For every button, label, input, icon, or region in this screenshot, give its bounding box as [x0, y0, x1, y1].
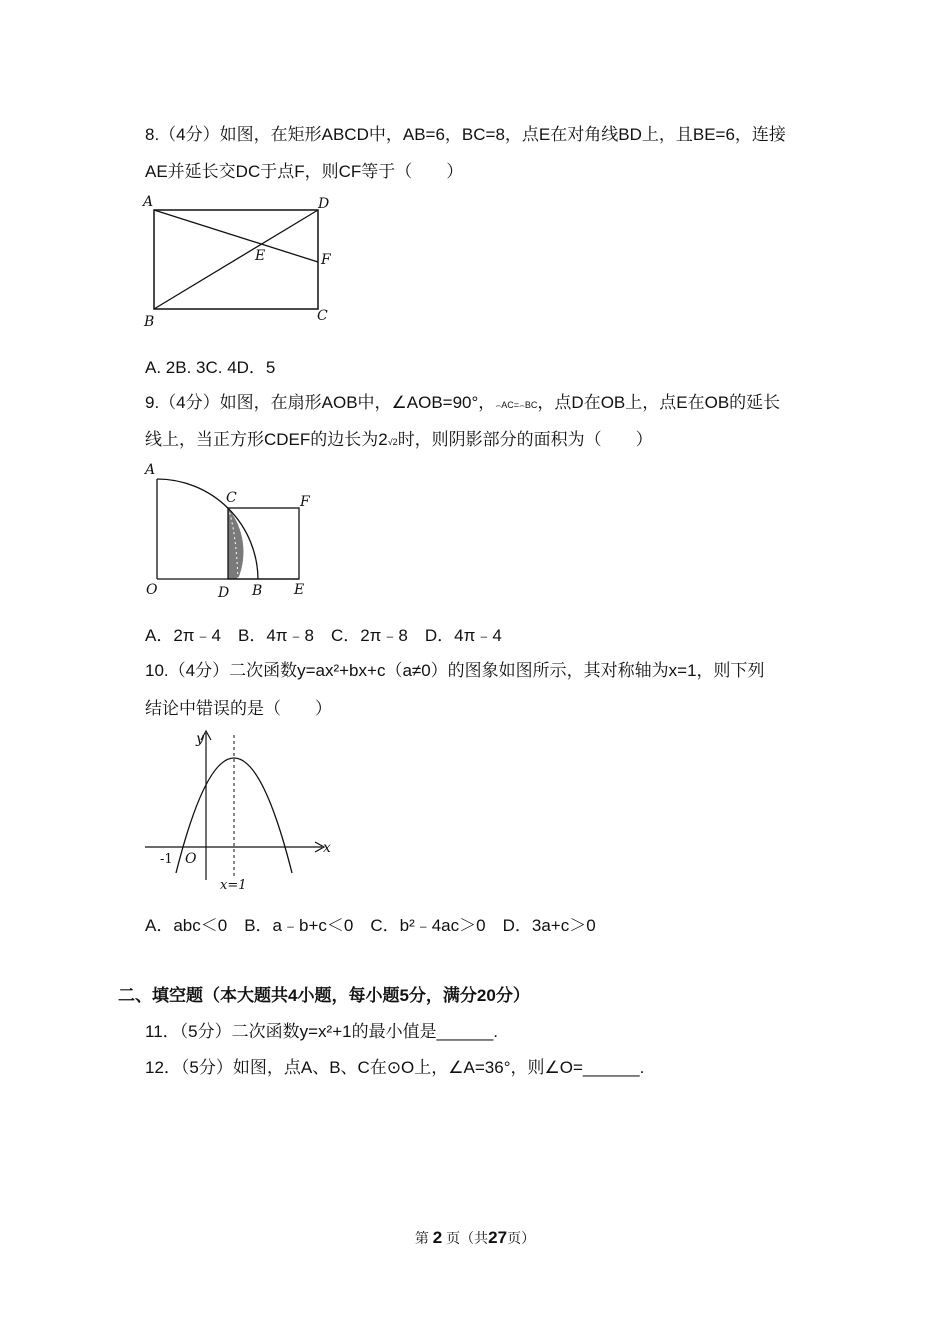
label-axis-x1: x=1 [220, 878, 247, 893]
q9-line1-b: ，点D在OB上，点E在OB的延长 [537, 393, 781, 412]
footer-post: 页） [507, 1230, 536, 1246]
footer-mid: 页（共 [446, 1230, 489, 1246]
label-o: O [146, 582, 158, 598]
q12: 12．（5分）如图，点A、B、C在⊙O上，∠A=36°，则∠O=______. [145, 1058, 645, 1077]
q10-parabola-figure [140, 725, 340, 895]
label-a: A [143, 194, 154, 210]
label-b: B [144, 314, 155, 330]
q9-sqrt-formula: √2 [387, 437, 398, 447]
q9-line2 [145, 429, 653, 453]
label-b: B [252, 583, 263, 599]
label-c: C [317, 308, 328, 324]
label-y: y [196, 731, 204, 747]
label-origin: O [185, 851, 197, 867]
q9-sector-figure [140, 460, 330, 605]
q9-line1 [145, 392, 780, 416]
footer-pre: 第 [414, 1230, 429, 1246]
label-e: E [255, 248, 266, 264]
footer-total-pages: 27 [488, 1228, 508, 1247]
q9-arc-formula: ⌢AC=⌢BC [495, 400, 538, 410]
q8-line1: 8.（4分）如图，在矩形ABCD中，AB=6，BC=8，点E在对角线BD上，且BE=6，连接 [145, 125, 786, 144]
label-f: F [300, 494, 310, 510]
q8-rectangle-figure [140, 192, 340, 332]
label-c: C [226, 490, 237, 506]
label-x: x [323, 840, 331, 856]
footer-page-number: 2 [432, 1228, 443, 1247]
label-d: D [318, 196, 330, 212]
q10-options: A．abc＜0 B．a﹣b+c＜0 C．b²﹣4ac＞0 D．3a+c＞0 [145, 916, 596, 935]
q9-options: A．2π﹣4 B．4π﹣8 C．2π﹣8 D．4π﹣4 [145, 626, 502, 645]
label-e: E [294, 582, 305, 598]
page-footer [0, 1228, 950, 1248]
label-d: D [218, 585, 230, 601]
arc-ab [157, 479, 258, 579]
q11: 11．（5分）二次函数y=x²+1的最小值是______. [145, 1022, 499, 1041]
q10-line2: 结论中错误的是（ ） [145, 699, 332, 718]
label-minus-one: -1 [160, 852, 173, 867]
q9-line1-a: 9.（4分）如图，在扇形AOB中，∠AOB=90°， [145, 393, 496, 412]
q9-line2-b: 时，则阴影部分的面积为（ ） [397, 430, 653, 449]
q9-line2-a: 线上，当正方形CDEF的边长为2 [145, 430, 388, 449]
q8-options: A. 2B. 3C. 4D．5 [145, 358, 276, 377]
q10-line1: 10.（4分）二次函数y=ax²+bx+c（a≠0）的图象如图所示，其对称轴为x=1，则下列 [145, 661, 765, 680]
label-a: A [145, 462, 156, 478]
segment-af [154, 210, 318, 262]
diagonal-bd [154, 210, 318, 309]
section2-title: 二、填空题（本大题共4小题，每小题5分，满分20分） [118, 986, 530, 1005]
q8-line2: AE并延长交DC于点F，则CF等于（ ） [145, 162, 464, 181]
label-f: F [321, 252, 331, 268]
